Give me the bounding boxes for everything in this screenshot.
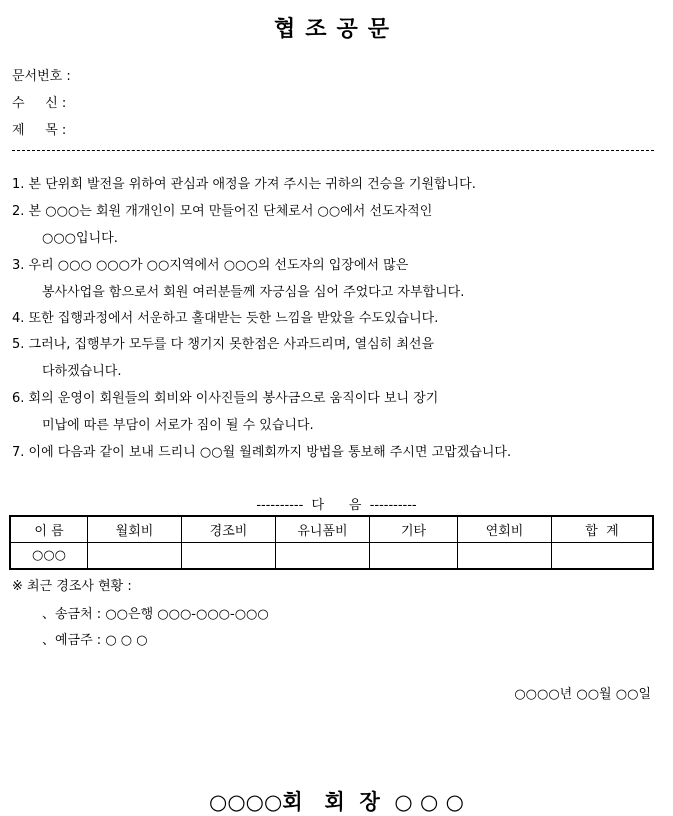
cell-condolence-fee: [182, 543, 276, 570]
header-other: 기타: [370, 516, 458, 543]
doc-number-label: 문서번호 :: [12, 69, 71, 84]
header-condolence-fee: 경조비: [182, 516, 276, 543]
header-monthly-fee: 월회비: [88, 516, 182, 543]
cell-monthly-fee: [88, 543, 182, 570]
cell-annual-fee: [458, 543, 552, 570]
body-line-7: 7. 이에 다음과 같이 보내 드리니 ○○월 월례회까지 방법을 통보해 주시면 고맙겠습니다.: [12, 445, 512, 460]
table-header-row: [10, 516, 653, 543]
fee-table: [9, 515, 654, 570]
body-line-5-cont: 다하겠습니다.: [42, 364, 122, 379]
header-annual-fee: 연회비: [458, 516, 552, 543]
cell-name: ○○○: [10, 543, 88, 570]
header-name: 이 름: [10, 516, 88, 543]
body-line-1: 1. 본 단위회 발전을 위하여 관심과 애정을 가져 주시는 귀하의 건승을 기원합니다.: [12, 177, 476, 192]
remittance-bank: 、송금처 : ○○은행 ○○○-○○○-○○○: [42, 607, 269, 622]
body-line-5: 5. 그러나, 집행부가 모두를 다 챙기지 못한점은 사과드리며, 열심히 최선을: [12, 337, 435, 352]
account-holder: 、예금주 : ○ ○ ○: [42, 633, 148, 648]
body-line-2-cont: ○○○입니다.: [42, 231, 118, 246]
body-line-2: 2. 본 ○○○는 회원 개개인이 모여 만들어진 단체로서 ○○에서 선도자적인: [12, 204, 433, 219]
body-line-6: 6. 회의 운영이 회원들의 회비와 이사진들의 봉사금으로 움직이다 보니 장기: [12, 391, 439, 406]
cell-total: [552, 543, 654, 570]
body-line-3-cont: 봉사사업을 함으로서 회원 여러분들께 자긍심을 심어 주었다고 자부합니다.: [42, 285, 465, 300]
header-total: 합 계: [552, 516, 654, 543]
subject-label: 제 목 :: [12, 123, 67, 138]
body-line-6-cont: 미납에 따른 부담이 서로가 짐이 될 수 있습니다.: [42, 418, 314, 433]
body-line-3: 3. 우리 ○○○ ○○○가 ○○지역에서 ○○○의 선도자의 입장에서 많은: [12, 258, 409, 273]
recent-events-heading: ※ 최근 경조사 현황 :: [12, 579, 132, 594]
recipient-label: 수 신 :: [12, 96, 67, 111]
cell-uniform-fee: [276, 543, 370, 570]
header-uniform-fee: 유니폼비: [276, 516, 370, 543]
table-row: [10, 543, 653, 570]
body-line-4: 4. 또한 집행과정에서 서운하고 홀대받는 듯한 느낌을 받았을 수도있습니다.: [12, 311, 439, 326]
section-heading: ---------- 다 음 ----------: [256, 498, 417, 513]
cell-other: [370, 543, 458, 570]
signature-line: ○○○○회 회 장 ○ ○ ○: [209, 790, 464, 814]
document-title: 협조공문: [273, 17, 399, 42]
document-date: ○○○○년 ○○월 ○○일: [514, 687, 651, 702]
separator-line: [12, 150, 654, 151]
